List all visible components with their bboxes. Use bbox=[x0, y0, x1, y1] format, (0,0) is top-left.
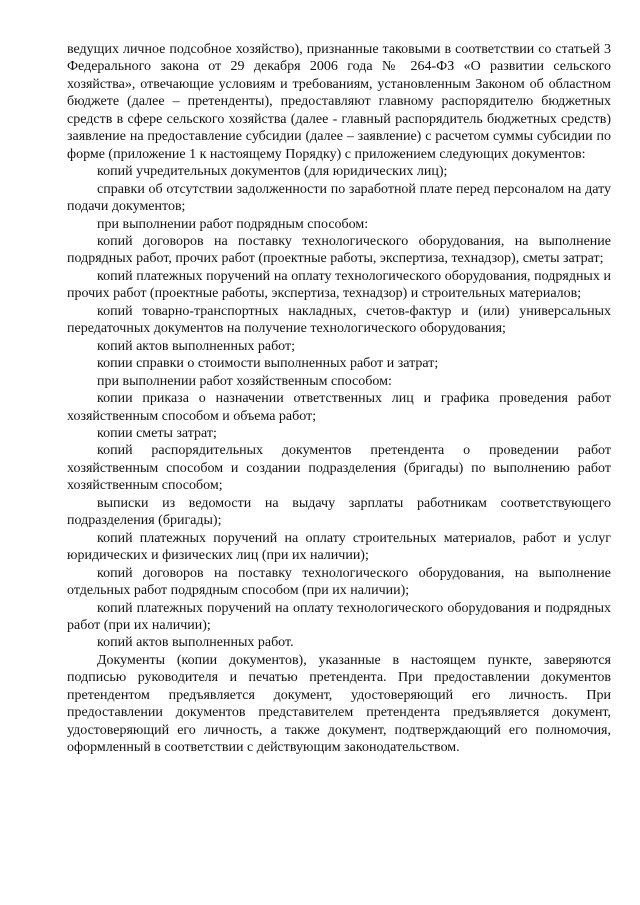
list-item: копий платежных поручений на оплату технологического оборудования, подрядных и прочих работ (проектные работы, экспертиза, технадзор) и строительных материалов; bbox=[67, 268, 611, 302]
list-item: копии приказа о назначении ответственных лиц и графика проведения работ хозяйственным способом и объема работ; bbox=[67, 391, 611, 424]
list-item: копий распорядительных документов претендента о проведении работ хозяйственным способом и создании подразделения (бригады) по выполнению работ хозяйственным способом; bbox=[67, 443, 611, 494]
list-item: копий учредительных документов (для юридических лиц); bbox=[97, 164, 448, 180]
list-item: копий актов выполненных работ; bbox=[97, 338, 296, 354]
list-item: копий договоров на поставку технологического оборудования, на выполнение отдельных работ подрядным способом (при их наличии); bbox=[67, 565, 611, 599]
list-item: копии справки о стоимости выполненных работ и затрат; bbox=[97, 356, 439, 372]
list-item: копий платежных поручений на оплату строительных материалов, работ и услуг юридических и физических лиц (при их наличии); bbox=[67, 530, 611, 564]
list-item: копий платежных поручений на оплату технологического оборудования и подрядных работ (при их наличии); bbox=[67, 600, 611, 633]
document-page bbox=[67, 41, 611, 757]
paragraph-intro: ведущих личное подсобное хозяйство), признанные таковыми в соответствии со статьей 3 Федерального закона от 29 декабря 2006 года № 264-ФЗ «О развитии сельского хозяйства», отвечающие условиям и требованиям, установленным Законом об областном бюджете (далее – претенденты), предоставляют главному распорядителю бюджетных средств в сфере сельского хозяйства (далее - главный распорядитель бюджетных средств) заявление на предоставление субсидии (далее – заявление) с расчетом суммы субсидии по форме (приложение 1 к настоящему Порядку) с приложением следующих документов: bbox=[67, 42, 611, 162]
list-item: копий договоров на поставку технологического оборудования, на выполнение подрядных работ, прочих работ (проектные работы, экспертиза, технадзор), сметы затрат; bbox=[67, 233, 611, 267]
section-heading: при выполнении работ хозяйственным способом: bbox=[97, 373, 392, 389]
list-item: копий актов выполненных работ. bbox=[97, 635, 294, 651]
list-item: выписки из ведомости на выдачу зарплаты работникам соответствующего подразделения (бригады); bbox=[67, 495, 611, 529]
section-heading: при выполнении работ подрядным способом: bbox=[97, 216, 369, 232]
list-item: копии сметы затрат; bbox=[97, 425, 217, 441]
paragraph-closing: Документы (копии документов), указанные в настоящем пункте, заверяются подписью руководителя и печатью претендента. При предоставлении документов претендентом предъявляется документ, удостоверяющий его личность. При предоставлении документов представителем претендента предъявляется документ, удостоверяющий его личность, а также документ, подтверждающий его полномочия, оформленный в соответствии с действующим законодательством. bbox=[67, 652, 611, 756]
list-item: копий товарно-транспортных накладных, счетов-фактур и (или) универсальных передаточных документов на получение технологического оборудования; bbox=[67, 303, 611, 337]
list-item: справки об отсутствии задолженности по заработной плате перед персоналом на дату подачи документов; bbox=[67, 181, 611, 215]
